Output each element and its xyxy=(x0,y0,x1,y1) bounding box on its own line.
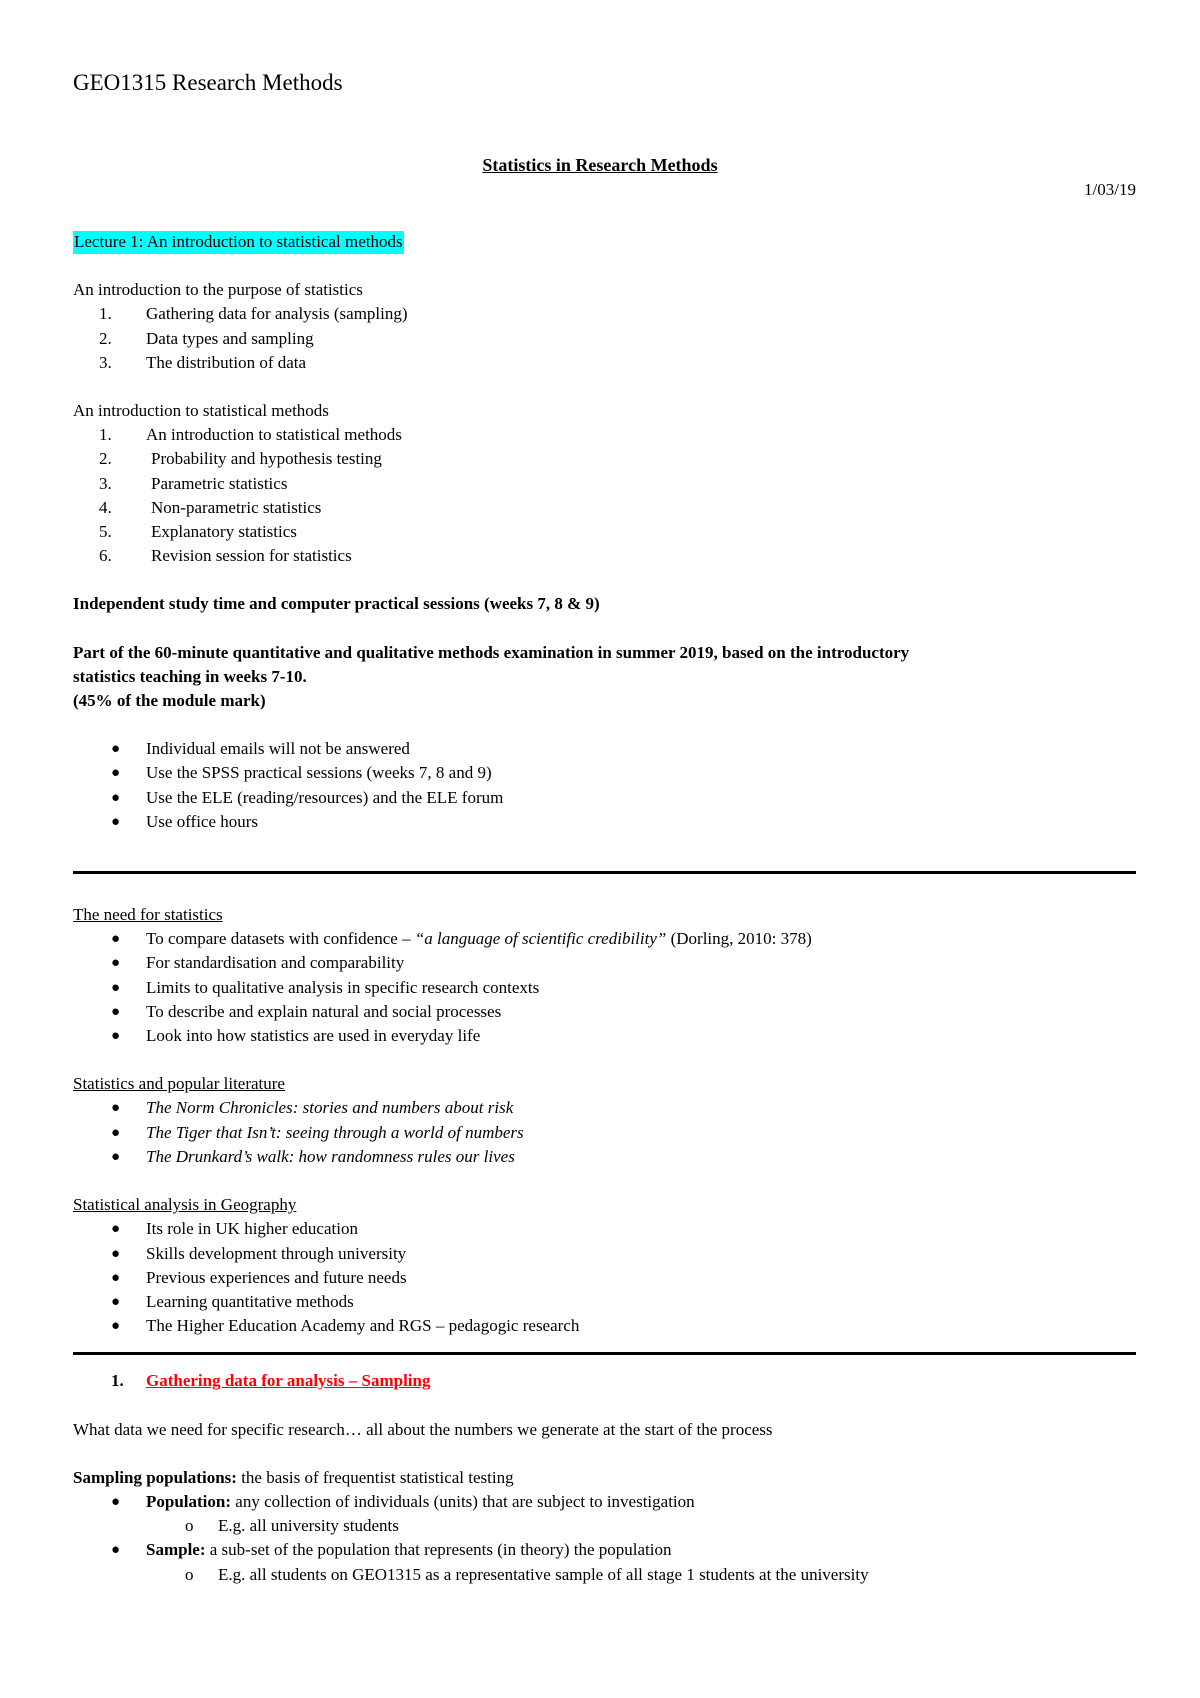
list-item: ● To compare datasets with confidence – “a language of scientific credibility” (Dorling, 2010: 378) xyxy=(73,927,1143,951)
list-item: ● Learning quantitative methods xyxy=(73,1290,1143,1314)
need-list xyxy=(73,927,1143,1048)
list-item: 5. Explanatory statistics xyxy=(99,522,297,542)
exam-line-3: (45% of the module mark) xyxy=(73,691,266,711)
list-item: o E.g. all university students xyxy=(185,1516,399,1536)
bullet-icon: ● xyxy=(111,789,121,806)
bullet-icon: ● xyxy=(111,1293,121,1310)
bullet-icon: ● xyxy=(111,1269,121,1286)
intro-line: What data we need for specific research… all about the numbers we generate at the start of the process xyxy=(73,1419,773,1439)
sampling-sublist xyxy=(73,1563,1143,1587)
support-list xyxy=(73,737,1143,834)
sampling-list xyxy=(73,1490,1143,1514)
list-item: 3. Parametric statistics xyxy=(99,473,288,493)
independent-study: Independent study time and computer practical sessions (weeks 7, 8 & 9) xyxy=(73,594,600,614)
list-item: 1. Gathering data for analysis (sampling) xyxy=(99,304,408,324)
list-item: ● Its role in UK higher education xyxy=(73,1217,1143,1241)
list-item: 6. Revision session for statistics xyxy=(99,546,352,566)
methods-heading: An introduction to statistical methods xyxy=(73,401,329,421)
methods-list xyxy=(73,423,1143,568)
bullet-icon: ● xyxy=(111,955,121,972)
bullet-icon: ● xyxy=(111,1100,121,1117)
bullet-icon: ● xyxy=(111,813,121,830)
bullet-icon: ● xyxy=(111,931,121,948)
list-item: o E.g. all students on GEO1315 as a representative sample of all stage 1 students at the university xyxy=(185,1564,869,1584)
list-item: 1. An introduction to statistical methods xyxy=(99,425,402,445)
list-item: ● The Drunkard’s walk: how randomness rules our lives xyxy=(73,1145,1143,1169)
lecture-heading-text: Lecture 1: An introduction to statistical methods xyxy=(73,231,404,254)
list-item: ● Use the SPSS practical sessions (weeks 7, 8 and 9) xyxy=(73,761,1143,785)
list-item: ● Sample: a sub-set of the population that represents (in theory) the population xyxy=(73,1538,1143,1562)
bullet-icon: ● xyxy=(111,1542,121,1559)
list-item: ● The Norm Chronicles: stories and numbers about risk xyxy=(73,1096,1143,1120)
list-item: ● For standardisation and comparability xyxy=(73,951,1143,975)
bullet-icon: ● xyxy=(111,1318,121,1335)
list-item: ● Look into how statistics are used in everyday life xyxy=(73,1024,1143,1048)
list-item: 4. Non-parametric statistics xyxy=(99,497,322,517)
list-item: ● Individual emails will not be answered xyxy=(73,737,1143,761)
exam-line-1: Part of the 60-minute quantitative and qualitative methods examination in summer 2019, based on the introductory xyxy=(73,642,910,662)
bullet-icon: ● xyxy=(111,741,121,758)
bullet-icon: ● xyxy=(111,1148,121,1165)
bullet-icon: ● xyxy=(111,1221,121,1238)
list-item: ● The Higher Education Academy and RGS – pedagogic research xyxy=(73,1314,1143,1338)
page-header: GEO1315 Research Methods xyxy=(73,70,343,95)
sampling-sublist xyxy=(73,1514,1143,1538)
exam-line-2: statistics teaching in weeks 7-10. xyxy=(73,666,307,686)
need-heading: The need for statistics xyxy=(73,905,223,925)
bullet-icon: ● xyxy=(111,1003,121,1020)
bullet-icon: ● xyxy=(111,1493,121,1510)
section-1-heading: 1. Gathering data for analysis – Sampling xyxy=(111,1371,431,1391)
sampling-list xyxy=(73,1538,1143,1562)
list-item: ● Limits to qualitative analysis in specific research contexts xyxy=(73,976,1143,1000)
list-item: ● To describe and explain natural and social processes xyxy=(73,1000,1143,1024)
list-item: ● Use the ELE (reading/resources) and the ELE forum xyxy=(73,786,1143,810)
bullet-icon: ● xyxy=(111,1245,121,1262)
bullet-icon: ● xyxy=(111,1028,121,1045)
list-item: 3. The distribution of data xyxy=(99,352,307,372)
lecture-heading xyxy=(73,230,1143,254)
geography-list xyxy=(73,1217,1143,1338)
list-item: ● Population: any collection of individuals (units) that are subject to investigation xyxy=(73,1490,1143,1514)
list-item: 2. Data types and sampling xyxy=(99,328,314,348)
bullet-icon: ● xyxy=(111,979,121,996)
document-date: 1/03/19 xyxy=(1084,180,1136,199)
list-item: ● Previous experiences and future needs xyxy=(73,1266,1143,1290)
popular-heading: Statistics and popular literature xyxy=(73,1074,285,1094)
list-item: ● Use office hours xyxy=(73,810,1143,834)
popular-list xyxy=(73,1096,1143,1169)
bullet-icon: ● xyxy=(111,1124,121,1141)
purpose-list xyxy=(73,302,1143,375)
list-item: 2. Probability and hypothesis testing xyxy=(99,449,382,469)
sampling-heading: Sampling populations: the basis of frequentist statistical testing xyxy=(73,1467,514,1487)
section-1-title: Gathering data for analysis – Sampling xyxy=(146,1371,431,1391)
bullet-icon: ● xyxy=(111,765,121,782)
purpose-heading: An introduction to the purpose of statistics xyxy=(73,280,363,300)
document-title: Statistics in Research Methods xyxy=(482,155,718,175)
document-body xyxy=(73,230,1143,1587)
list-item: ● The Tiger that Isn’t: seeing through a world of numbers xyxy=(73,1121,1143,1145)
geography-heading: Statistical analysis in Geography xyxy=(73,1195,297,1215)
list-item: ● Skills development through university xyxy=(73,1242,1143,1266)
